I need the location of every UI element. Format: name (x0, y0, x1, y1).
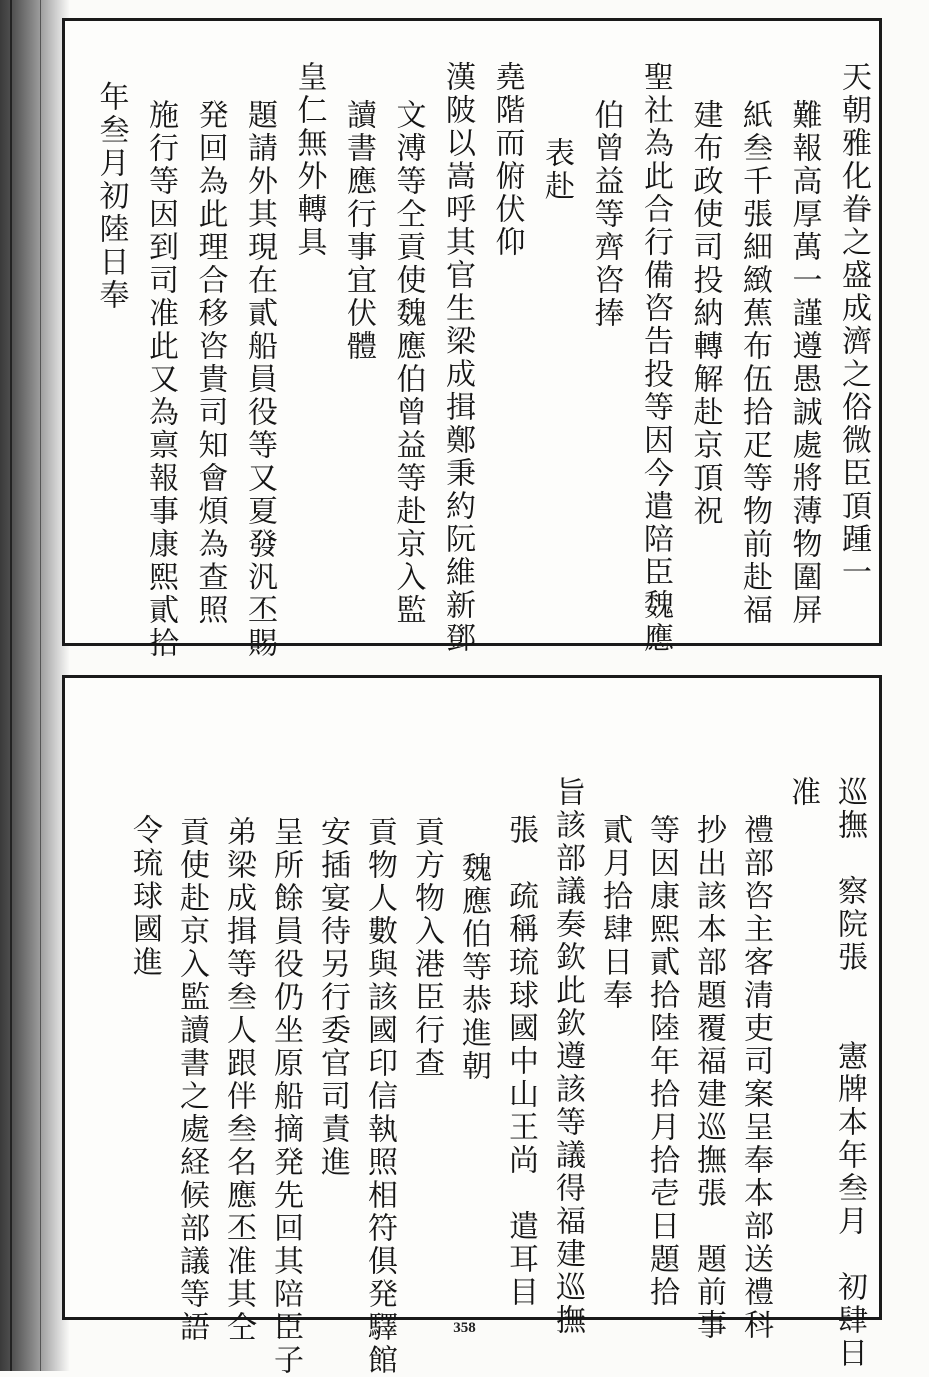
binding-edge-line (40, 0, 41, 1371)
text-column: 安插宴待另行委官司責進 (315, 816, 350, 1179)
text-column: 紙叁千張細緻蕉布伍拾疋等物前赴福 (737, 99, 772, 627)
text-column: 天朝雅化眷之盛成濟之俗微臣頂踵一 (836, 61, 871, 589)
text-column: 張 疏稱琉球國中山王尚 遣耳目 (503, 814, 538, 1309)
top-text-panel (62, 18, 882, 660)
text-column: 呈所餘員役仍坐原船摘発先回其陪臣子 (268, 816, 303, 1377)
text-column: 漢陂以嵩呼其官生梁成揖鄭秉約阮維新鄧 (440, 61, 475, 655)
text-column: 旨該部議奏欽此欽遵該等議得福建巡撫 (550, 776, 585, 1337)
text-column: 讀書應行事宜伏體 (341, 99, 376, 363)
text-column: 貢使赴京入監讀書之處経候部議等語 (174, 816, 209, 1344)
text-column: 抄出該本部題覆福建巡撫張 題前事 (691, 814, 726, 1342)
text-column: 貢方物入港臣行查 (409, 816, 444, 1080)
text-column: 発回為此理合移咨貴司知會煩為查照 (192, 99, 228, 627)
text-column: 建布政使司投納轉解赴京頂祝 (687, 99, 723, 528)
text-column: 等因康熙貳拾陸年拾月拾壱日題拾 (644, 814, 679, 1309)
text-column: 令琉球國進 (127, 814, 162, 979)
text-column: 堯階而俯伏仰 (489, 61, 525, 259)
page-number: 358 (453, 1320, 476, 1336)
text-column: 禮部咨主客清吏司案呈奉本部送禮科 (738, 814, 773, 1342)
text-column: 聖社為此合行備咨告投等因今遣陪臣魏應 (638, 61, 673, 655)
text-column: 文溥等仝貢使魏應伯曾益等赴京入監 (390, 99, 426, 627)
text-column: 年叁月初陸日奉 (93, 81, 129, 312)
text-column: 准 (785, 776, 820, 809)
text-column: 貳月拾肆日奉 (597, 814, 632, 1012)
text-column: 弟梁成揖等叁人跟伴叁名應丕准其仝 (221, 816, 256, 1344)
text-column: 皇仁無外轉具 (291, 61, 327, 259)
text-column: 表赴 (539, 137, 574, 203)
text-column: 巡撫 察院張 憲牌本年叁月 初肆日 (832, 776, 867, 1370)
text-column: 伯曾益等齊咨捧 (588, 99, 624, 330)
text-column: 題請外其現在貳船員役等又夏發汎丕賜 (242, 99, 277, 660)
text-column: 魏應伯等恭進朝 (456, 852, 491, 1083)
text-column: 貢物人數與該國印信執照相符俱発驛館 (362, 816, 397, 1377)
text-column: 難報高厚萬一謹遵愚誠處將薄物圍屏 (786, 99, 822, 627)
binding-edge-line (10, 0, 12, 1371)
text-column: 施行等因到司准此又為禀報事康熙貳拾 (143, 99, 178, 660)
